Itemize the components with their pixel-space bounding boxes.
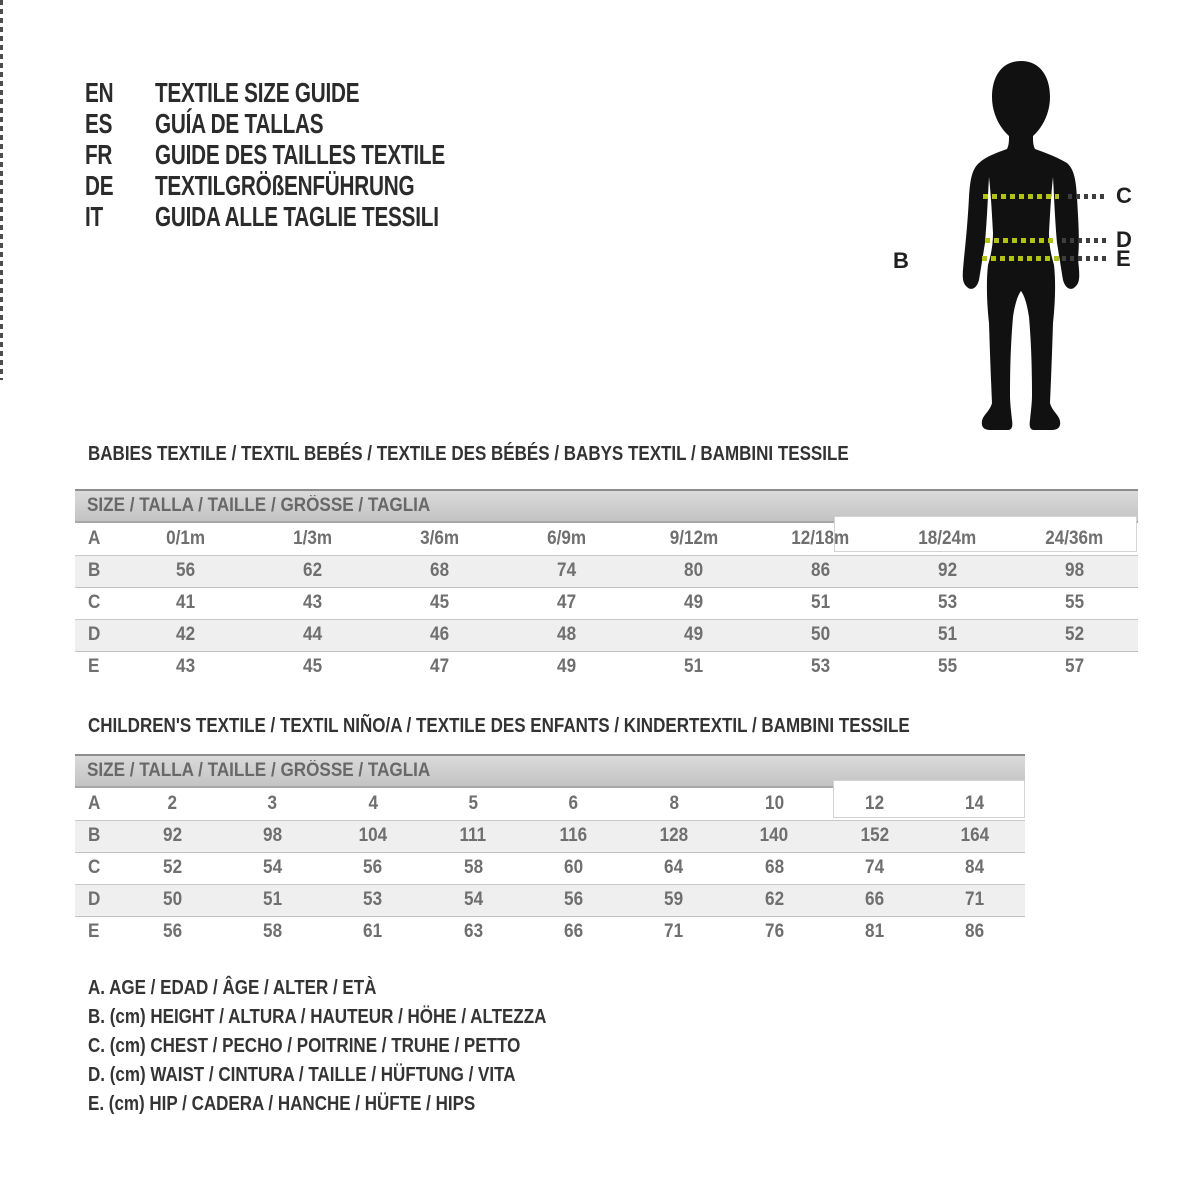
size-cell-value: 18/24m (918, 527, 977, 549)
size-cell (1011, 587, 1138, 619)
size-cell-value: 128 (659, 825, 689, 846)
size-cell (323, 852, 423, 884)
size-cell (630, 619, 757, 651)
size-cell (249, 587, 376, 619)
size-cell (503, 619, 630, 651)
size-cell (925, 916, 1025, 948)
size-cell (222, 852, 322, 884)
size-cell-value: 64 (664, 857, 684, 878)
size-cell-value: 92 (937, 560, 958, 581)
size-cell-value: 66 (563, 921, 583, 943)
size-cell-value: 56 (162, 921, 182, 943)
size-cell-value: 71 (664, 921, 684, 943)
size-cell (757, 619, 884, 651)
size-cell (630, 523, 757, 555)
hip-measure-line (982, 256, 1060, 261)
size-cell (523, 820, 623, 852)
size-cell-value: 52 (1064, 624, 1085, 645)
size-cell (122, 523, 249, 555)
size-row-B (75, 555, 1138, 587)
size-cell (122, 555, 249, 587)
size-cell-value: 98 (1064, 560, 1085, 581)
language-code: EN (85, 77, 114, 108)
size-cell (824, 916, 924, 948)
size-cell-value: 71 (965, 889, 985, 910)
size-cell (724, 884, 824, 916)
size-cell (122, 852, 222, 884)
size-cell (423, 916, 523, 948)
size-row-C (75, 852, 1025, 884)
size-cell-value: 53 (937, 592, 958, 613)
waist-label: D (1116, 227, 1132, 252)
size-cell (222, 820, 322, 852)
legend-text: E. (cm) HIP / CADERA / HANCHE / HÜFTE / HIPS (88, 1093, 476, 1115)
legend-row (88, 1003, 627, 1032)
size-cell (925, 884, 1025, 916)
size-cell-value: 58 (463, 857, 483, 878)
size-cell-value: 59 (664, 889, 684, 910)
size-cell-value: 53 (363, 889, 383, 910)
children-section-title (88, 716, 1055, 736)
size-row-D (75, 619, 1138, 651)
size-cell (122, 651, 249, 683)
size-cell-value: 81 (864, 921, 884, 943)
legend-text: A. AGE / EDAD / ÂGE / ALTER / ETÀ (88, 977, 377, 999)
size-cell-value: 68 (764, 857, 784, 878)
size-cell (523, 788, 623, 820)
size-cell-value: 74 (556, 560, 577, 581)
size-cell (624, 820, 724, 852)
size-cell-value: 62 (302, 560, 323, 581)
size-cell-value: 66 (864, 889, 884, 910)
size-cell-value: 58 (262, 921, 283, 943)
size-cell-value: 45 (302, 656, 323, 678)
size-cell-value: 42 (175, 624, 196, 645)
row-label (75, 884, 122, 916)
chest-measure-line (983, 194, 1059, 199)
size-cell-value: 54 (262, 857, 283, 878)
size-cell (376, 587, 503, 619)
size-cell (323, 788, 423, 820)
size-cell (222, 788, 322, 820)
size-cell (222, 884, 322, 916)
size-cell-value: 9/12m (669, 527, 718, 549)
size-cell-value: 51 (810, 592, 831, 613)
size-cell-value: 111 (459, 825, 487, 846)
size-cell (757, 555, 884, 587)
size-cell-value: 56 (175, 560, 196, 581)
size-cell-value: 3/6m (420, 527, 459, 549)
size-cell-value: 57 (1064, 656, 1085, 678)
size-cell (757, 587, 884, 619)
waist-pointer-line (1062, 238, 1106, 243)
language-row (85, 201, 547, 232)
size-cell-value: 5 (468, 792, 478, 814)
size-cell-value: 12 (864, 792, 884, 814)
size-cell-value: 63 (463, 921, 483, 943)
child-silhouette (958, 55, 1088, 445)
size-cell (624, 884, 724, 916)
language-row (85, 139, 547, 170)
waist-measure-line (985, 238, 1057, 243)
size-cell (824, 884, 924, 916)
size-cell-value: 10 (764, 792, 784, 814)
size-cell (724, 788, 824, 820)
size-cell-value: 86 (965, 921, 985, 943)
size-cell (925, 852, 1025, 884)
size-cell-value: 8 (669, 792, 679, 814)
legend-text: B. (cm) HEIGHT / ALTURA / HAUTEUR / HÖHE / ALTEZZA (88, 1006, 547, 1028)
size-cell (630, 587, 757, 619)
row-label (75, 587, 122, 619)
size-cell (523, 884, 623, 916)
size-cell (423, 884, 523, 916)
size-cell-value: 68 (429, 560, 450, 581)
size-cell-value: 84 (965, 857, 985, 878)
hip-pointer-line (1062, 256, 1106, 261)
size-cell (122, 788, 222, 820)
size-cell-value: 0/1m (166, 527, 205, 549)
size-cell (376, 555, 503, 587)
row-label (75, 523, 122, 555)
size-cell (624, 852, 724, 884)
size-cell (122, 587, 249, 619)
size-cell (824, 852, 924, 884)
language-row (85, 170, 547, 201)
row-label (75, 820, 122, 852)
language-row (85, 108, 547, 139)
size-cell-value: 14 (965, 792, 985, 814)
size-cell (1011, 619, 1138, 651)
language-code: IT (85, 201, 103, 232)
children-section-title-text: CHILDREN'S TEXTILE / TEXTIL NIÑO/A / TEXTILE DES ENFANTS / KINDERTEXTIL / BAMBINI TESSILE (88, 715, 910, 737)
size-cell (757, 651, 884, 683)
size-cell (724, 820, 824, 852)
size-cell (323, 884, 423, 916)
size-cell (503, 651, 630, 683)
size-cell-value: 50 (810, 624, 831, 645)
language-label: GUIDE DES TAILLES TEXTILE (155, 139, 445, 170)
size-cell-value: 86 (810, 560, 831, 581)
row-label-text: E (88, 921, 100, 943)
row-label-text: A (88, 527, 101, 549)
size-row-B (75, 820, 1025, 852)
size-cell-value: 1/3m (293, 527, 332, 549)
size-cell (423, 820, 523, 852)
size-header-label: SIZE / TALLA / TAILLE / GRÖSSE / TAGLIA (87, 495, 431, 516)
size-cell (1011, 651, 1138, 683)
size-cell (249, 619, 376, 651)
size-cell-value: 6/9m (547, 527, 586, 549)
size-cell-value: 74 (864, 857, 884, 878)
size-cell (884, 619, 1011, 651)
language-label: TEXTILE SIZE GUIDE (155, 77, 360, 108)
size-cell-value: 49 (683, 592, 704, 613)
size-cell (323, 916, 423, 948)
size-row-C (75, 587, 1138, 619)
size-cell-value: 60 (563, 857, 583, 878)
size-cell-value: 46 (429, 624, 450, 645)
size-cell-value: 52 (162, 857, 182, 878)
size-cell (925, 820, 1025, 852)
size-cell-value: 51 (937, 624, 958, 645)
size-cell (630, 651, 757, 683)
size-cell-value: 4 (368, 792, 378, 814)
row-label-text: C (88, 592, 101, 613)
size-cell-value: 164 (960, 825, 990, 846)
size-cell (122, 820, 222, 852)
row-label (75, 619, 122, 651)
size-header-label: SIZE / TALLA / TAILLE / GRÖSSE / TAGLIA (87, 760, 431, 781)
size-cell-value: 104 (358, 825, 388, 846)
legend-row (88, 1032, 627, 1061)
size-cell (1011, 555, 1138, 587)
size-cell (503, 523, 630, 555)
size-cell-value: 41 (175, 592, 196, 613)
height-dotted-line (0, 0, 3, 380)
size-cell-value: 55 (937, 656, 958, 678)
legend-row (88, 1090, 627, 1119)
size-cell (323, 820, 423, 852)
language-label: TEXTILGRÖßENFÜHRUNG (155, 170, 415, 201)
size-cell (884, 555, 1011, 587)
size-cell (523, 852, 623, 884)
size-cell (376, 619, 503, 651)
size-cell-value: 76 (764, 921, 784, 943)
size-row-E (75, 916, 1025, 948)
size-cell (503, 555, 630, 587)
size-cell-value: 98 (262, 825, 283, 846)
size-cell (630, 555, 757, 587)
row-label (75, 852, 122, 884)
legend-text: C. (cm) CHEST / PECHO / POITRINE / TRUHE / PETTO (88, 1035, 521, 1057)
size-cell (624, 788, 724, 820)
legend-text: D. (cm) WAIST / CINTURA / TAILLE / HÜFTUNG / VITA (88, 1064, 516, 1086)
size-cell (376, 651, 503, 683)
size-highlight-box (833, 780, 1025, 818)
chest-label: C (1116, 183, 1132, 208)
size-cell-value: 51 (683, 656, 704, 678)
size-cell-value: 140 (759, 825, 789, 846)
language-label: GUÍA DE TALLAS (155, 108, 324, 139)
size-cell-value: 61 (363, 921, 383, 943)
size-cell (249, 523, 376, 555)
size-cell-value: 48 (556, 624, 577, 645)
size-cell (523, 916, 623, 948)
size-cell (249, 555, 376, 587)
row-label (75, 651, 122, 683)
language-code: DE (85, 170, 114, 201)
children-size-grid (75, 788, 1025, 948)
language-code: FR (85, 139, 113, 170)
size-cell-value: 92 (162, 825, 182, 846)
row-label (75, 916, 122, 948)
size-cell-value: 49 (683, 624, 704, 645)
size-cell (249, 651, 376, 683)
babies-size-table (75, 489, 1138, 683)
language-guide (85, 77, 547, 232)
size-cell-value: 56 (363, 857, 383, 878)
size-cell-value: 116 (559, 825, 588, 846)
size-cell-value: 49 (556, 656, 577, 678)
size-cell-value: 43 (302, 592, 323, 613)
size-cell (122, 619, 249, 651)
size-cell (724, 852, 824, 884)
size-cell (884, 651, 1011, 683)
size-cell-value: 54 (463, 889, 483, 910)
size-cell (824, 820, 924, 852)
chest-pointer-line (1068, 194, 1106, 199)
row-label-text: D (88, 624, 101, 645)
row-label-text: D (88, 889, 101, 910)
babies-section-title-text: BABIES TEXTILE / TEXTIL BEBÉS / TEXTILE DES BÉBÉS / BABYS TEXTIL / BAMBINI TESSILE (88, 443, 849, 465)
legend-row (88, 974, 627, 1003)
size-cell (376, 523, 503, 555)
size-cell-value: 2 (167, 792, 177, 814)
height-label: B (893, 248, 909, 273)
row-label-text: E (88, 656, 100, 678)
size-cell-value: 24/36m (1045, 527, 1104, 549)
size-cell (423, 788, 523, 820)
size-cell-value: 44 (302, 624, 323, 645)
size-cell (423, 852, 523, 884)
size-cell-value: 152 (860, 825, 889, 846)
language-label: GUIDA ALLE TAGLIE TESSILI (155, 201, 439, 232)
row-label-text: A (88, 792, 101, 814)
size-cell-value: 62 (764, 889, 784, 910)
size-cell-value: 12/18m (791, 527, 850, 549)
row-label-text: B (88, 560, 101, 581)
size-row-E (75, 651, 1138, 683)
size-cell-value: 43 (175, 656, 196, 678)
size-cell-value: 50 (162, 889, 182, 910)
measurement-legend (88, 974, 627, 1119)
row-label-text: C (88, 857, 101, 878)
size-cell (122, 916, 222, 948)
size-row-D (75, 884, 1025, 916)
size-cell-value: 80 (683, 560, 704, 581)
size-cell-value: 45 (429, 592, 450, 613)
size-cell (884, 587, 1011, 619)
language-row (85, 77, 547, 108)
babies-section-title (88, 444, 983, 464)
size-cell-value: 6 (568, 792, 579, 814)
row-label (75, 555, 122, 587)
hip-label: E (1116, 246, 1131, 271)
size-cell-value: 51 (262, 889, 283, 910)
row-label-text: B (88, 825, 101, 846)
size-cell-value: 3 (267, 792, 278, 814)
size-cell (122, 884, 222, 916)
children-size-table (75, 754, 1025, 948)
size-cell (503, 587, 630, 619)
size-cell-value: 47 (556, 592, 577, 613)
row-label (75, 788, 122, 820)
size-cell-value: 56 (563, 889, 583, 910)
size-cell-value: 47 (429, 656, 450, 678)
size-cell-value: 53 (810, 656, 831, 678)
legend-row (88, 1061, 627, 1090)
size-cell (222, 916, 322, 948)
size-cell (724, 916, 824, 948)
language-code: ES (85, 108, 113, 139)
size-cell-value: 55 (1064, 592, 1085, 613)
size-cell (624, 916, 724, 948)
